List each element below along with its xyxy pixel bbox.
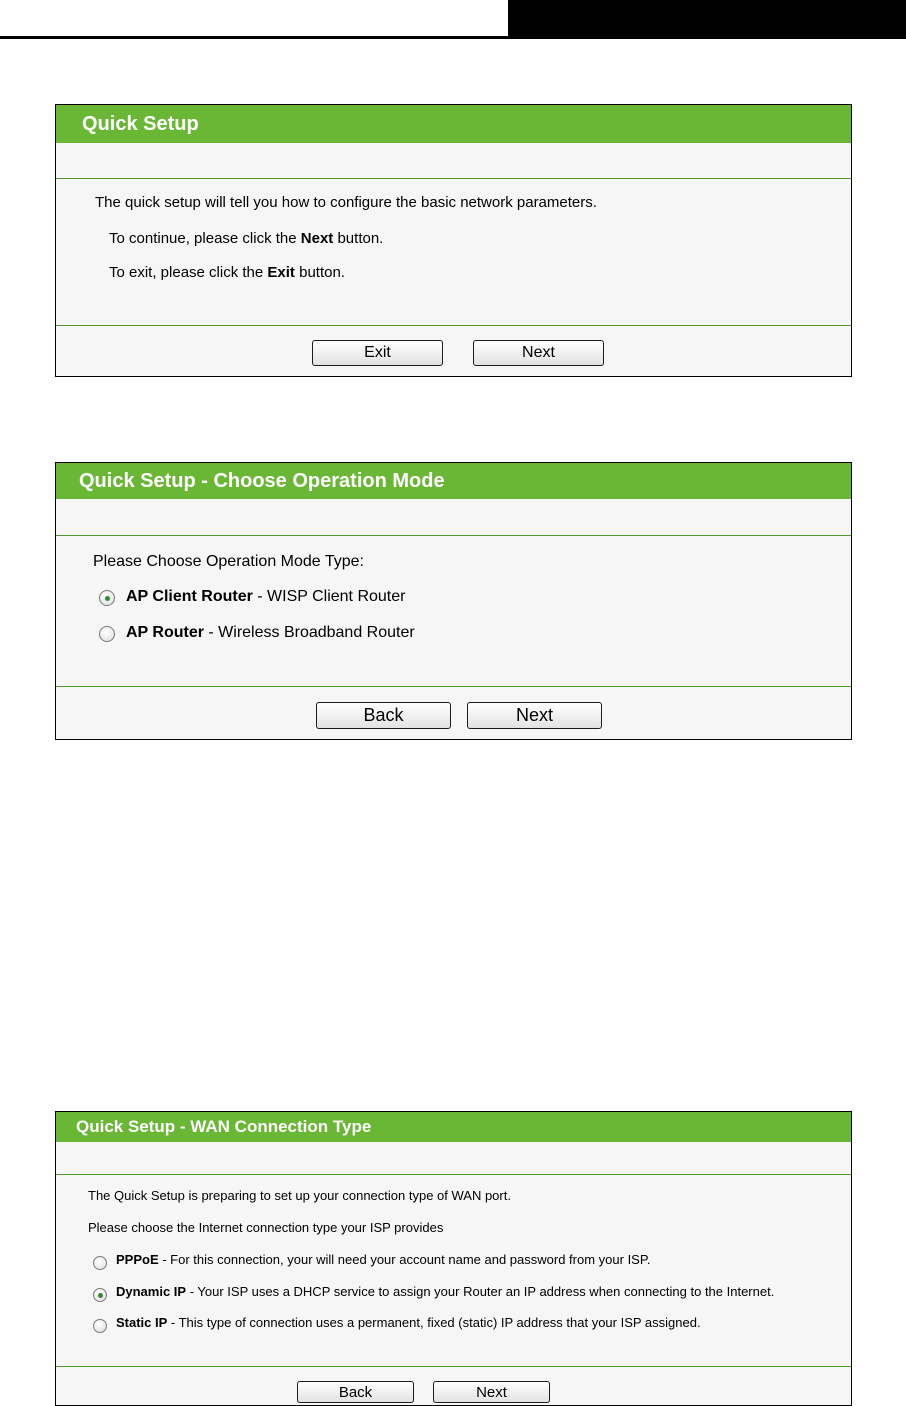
- option-ap-client-router-label: AP Client Router - WISP Client Router: [126, 588, 406, 605]
- divider: [56, 1174, 851, 1175]
- continue-instruction: To continue, please click the Next button.: [109, 230, 384, 247]
- back-button[interactable]: Back: [297, 1381, 414, 1403]
- radio-selected-dot: [105, 596, 110, 601]
- wan-connection-panel: [55, 1111, 852, 1406]
- radio-pppoe[interactable]: [93, 1256, 107, 1270]
- radio-ap-router[interactable]: [99, 626, 115, 642]
- option-ap-router-label: AP Router - Wireless Broadband Router: [126, 624, 415, 641]
- option-pppoe-label: PPPoE - For this connection, your will need your account name and password from your ISP.: [116, 1252, 651, 1267]
- exit-instruction: To exit, please click the Exit button.: [109, 264, 345, 281]
- option-dynamic-ip-label: Dynamic IP - Your ISP uses a DHCP service to assign your Router an IP address when connecting to the Internet.: [116, 1284, 775, 1299]
- exit-button[interactable]: Exit: [312, 340, 443, 366]
- option-static-ip-label: Static IP - This type of connection uses a permanent, fixed (static) IP address that your ISP assigned.: [116, 1315, 701, 1330]
- header-block: [508, 0, 906, 39]
- radio-static-ip[interactable]: [93, 1319, 107, 1333]
- divider: [56, 178, 851, 179]
- divider: [56, 535, 851, 536]
- wan-choose-text: Please choose the Internet connection type your ISP provides: [88, 1220, 444, 1235]
- radio-selected-dot: [98, 1293, 103, 1298]
- operation-mode-prompt: Please Choose Operation Mode Type:: [93, 553, 364, 570]
- panel-title: Quick Setup: [56, 105, 851, 143]
- wan-intro-text: The Quick Setup is preparing to set up your connection type of WAN port.: [88, 1188, 511, 1203]
- next-button[interactable]: Next: [467, 702, 602, 729]
- divider: [56, 686, 851, 687]
- back-button[interactable]: Back: [316, 702, 451, 729]
- radio-dynamic-ip[interactable]: [93, 1288, 107, 1302]
- divider: [56, 1366, 851, 1367]
- panel-title: Quick Setup - Choose Operation Mode: [56, 463, 851, 499]
- header-rule: [0, 36, 508, 39]
- radio-ap-client-router[interactable]: [99, 590, 115, 606]
- operation-mode-panel: [55, 462, 852, 740]
- divider: [56, 325, 851, 326]
- quick-setup-panel: [55, 104, 852, 377]
- next-button[interactable]: Next: [473, 340, 604, 366]
- next-button[interactable]: Next: [433, 1381, 550, 1403]
- intro-text: The quick setup will tell you how to configure the basic network parameters.: [95, 194, 597, 211]
- panel-title: Quick Setup - WAN Connection Type: [56, 1112, 851, 1142]
